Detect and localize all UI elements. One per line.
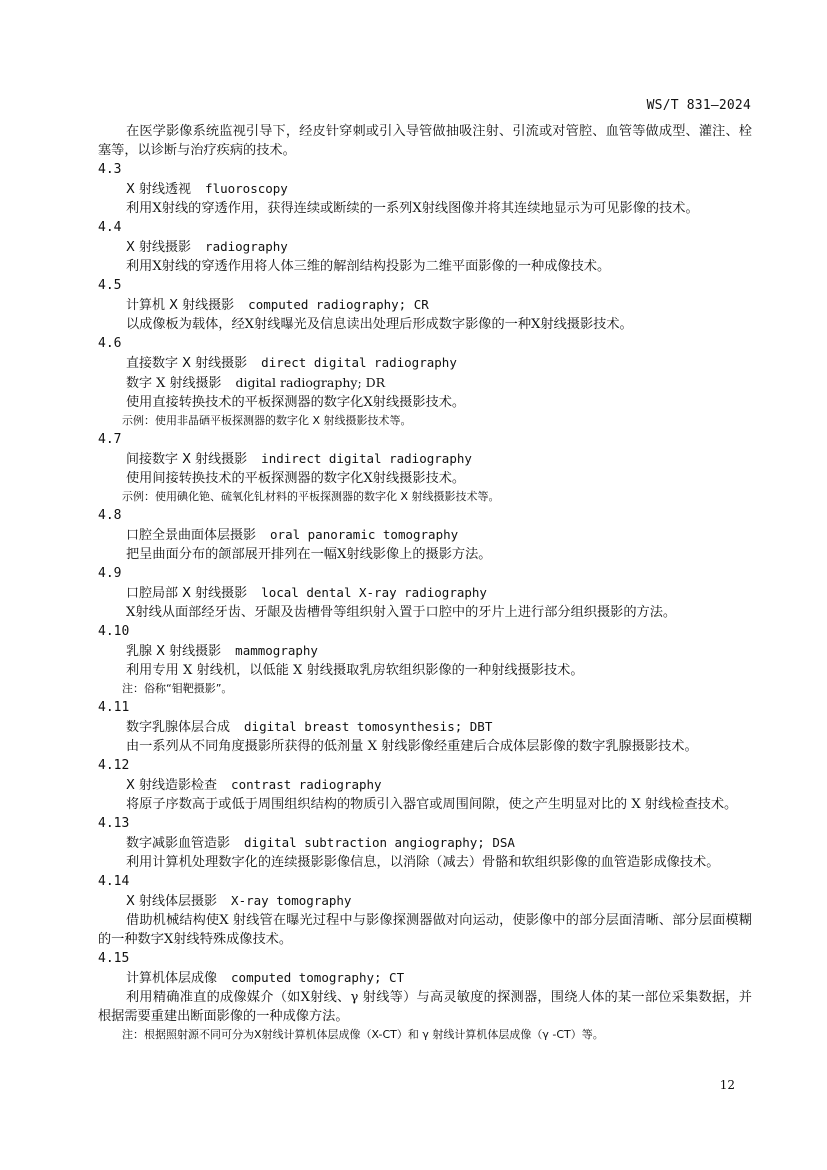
term-number: 4.14 xyxy=(98,874,130,889)
term-english: digital subtraction angiography; DSA xyxy=(244,835,515,850)
term-english: radiography xyxy=(205,239,288,254)
term-definition: 以成像板为载体，经X射线曝光及信息读出处理后形成数字影像的一种X射线摄影技术。 xyxy=(126,317,633,332)
term-number: 4.9 xyxy=(98,566,122,581)
term-english: computed tomography; CT xyxy=(231,970,405,985)
term-chinese: 乳腺 X 射线摄影 xyxy=(126,644,222,659)
term-chinese: 口腔局部 X 射线摄影 xyxy=(126,586,248,601)
alias-chinese: 数字 X 射线摄影 xyxy=(126,376,222,391)
term-entry xyxy=(98,564,752,622)
term-heading xyxy=(98,449,752,469)
alias-english: digital radiography; DR xyxy=(235,375,386,390)
term-entry xyxy=(98,622,752,698)
term-heading xyxy=(98,353,752,373)
term-definition: 借助机械结构使X 射线管在曝光过程中与影像探测器做对向运动，使影像中的部分层面清晰、部分层面模糊的一种数字X射线特殊成像技术。 xyxy=(98,913,752,947)
term-alias xyxy=(98,373,752,393)
term-entry xyxy=(98,334,752,430)
term-entry xyxy=(98,160,752,218)
term-english: X-ray tomography xyxy=(231,893,352,908)
term-number: 4.8 xyxy=(98,508,122,523)
term-heading xyxy=(98,179,752,199)
term-english: indirect digital radiography xyxy=(261,451,472,466)
term-heading xyxy=(98,891,752,911)
term-definition: 利用X射线的穿透作用，获得连续或断续的一系列X射线图像并将其连续地显示为可见影像的技术。 xyxy=(126,201,699,216)
term-note: 注：根据照射源不同可分为X射线计算机体层成像（X-CT）和 γ 射线计算机体层成像（γ -CT）等。 xyxy=(122,1028,604,1041)
term-chinese: X 射线造影检查 xyxy=(126,778,218,793)
term-number: 4.7 xyxy=(98,432,122,447)
term-english: computed radiography; CR xyxy=(248,297,429,312)
term-definition: 把呈曲面分布的颌部展开排列在一幅X射线影像上的摄影方法。 xyxy=(126,547,492,562)
term-number: 4.6 xyxy=(98,336,122,351)
term-number: 4.11 xyxy=(98,700,130,715)
term-chinese: 直接数字 X 射线摄影 xyxy=(126,356,248,371)
term-english: oral panoramic tomography xyxy=(270,527,459,542)
term-note: 示例：使用非晶硒平板探测器的数字化 X 射线摄影技术等。 xyxy=(122,414,412,427)
term-definition: 利用精确准直的成像媒介（如X射线、γ 射线等）与高灵敏度的探测器，围绕人体的某一部位采集数据，并根据需要重建出断面影像的一种成像方法。 xyxy=(98,990,752,1024)
term-heading xyxy=(98,775,752,795)
term-definition: 将原子序数高于或低于周围组织结构的物质引入器官或周围间隙，使之产生明显对比的 X 射线检查技术。 xyxy=(126,797,738,812)
document-body xyxy=(98,122,752,1044)
intro-paragraph: 在医学影像系统监视引导下，经皮针穿刺或引入导管做抽吸注射、引流或对管腔、血管等做成型、灌注、栓塞等，以诊断与治疗疾病的技术。 xyxy=(98,124,752,158)
term-definition: 利用专用 X 射线机，以低能 X 射线摄取乳房软组织影像的一种射线摄影技术。 xyxy=(126,663,584,678)
term-chinese: 数字减影血管造影 xyxy=(126,836,231,851)
term-heading xyxy=(98,295,752,315)
term-number: 4.15 xyxy=(98,951,130,966)
term-number: 4.12 xyxy=(98,758,130,773)
term-english: mammography xyxy=(235,643,318,658)
term-english: digital breast tomosynthesis; DBT xyxy=(244,719,493,734)
term-entry xyxy=(98,276,752,334)
term-definition: X射线从面部经牙齿、牙龈及齿槽骨等组织射入置于口腔中的牙片上进行部分组织摄影的方法。 xyxy=(126,605,677,620)
term-heading xyxy=(98,641,752,661)
term-entry xyxy=(98,506,752,564)
term-english: contrast radiography xyxy=(231,777,382,792)
term-entries xyxy=(98,160,752,1044)
term-chinese: 口腔全景曲面体层摄影 xyxy=(126,528,257,543)
term-definition: 利用计算机处理数字化的连续摄影影像信息，以消除（减去）骨骼和软组织影像的血管造影成像技术。 xyxy=(126,855,720,870)
term-heading xyxy=(98,237,752,257)
term-note: 示例：使用碘化铯、硫氧化钆材料的平板探测器的数字化 X 射线摄影技术等。 xyxy=(122,490,500,503)
term-heading xyxy=(98,525,752,545)
term-heading xyxy=(98,583,752,603)
term-number: 4.13 xyxy=(98,816,130,831)
term-entry xyxy=(98,698,752,756)
term-entry xyxy=(98,756,752,814)
term-english: fluoroscopy xyxy=(205,181,288,196)
term-chinese: 计算机体层成像 xyxy=(126,971,218,986)
standard-code: WS/T 831—2024 xyxy=(646,98,751,113)
term-number: 4.10 xyxy=(98,624,130,639)
term-chinese: 间接数字 X 射线摄影 xyxy=(126,452,248,467)
term-definition: 使用间接转换技术的平板探测器的数字化X射线摄影技术。 xyxy=(126,471,466,486)
term-number: 4.4 xyxy=(98,220,122,235)
term-definition: 利用X射线的穿透作用将人体三维的解剖结构投影为二维平面影像的一种成像技术。 xyxy=(126,259,611,274)
term-chinese: X 射线体层摄影 xyxy=(126,894,218,909)
term-heading xyxy=(98,717,752,737)
term-chinese: X 射线摄影 xyxy=(126,240,192,255)
term-chinese: 计算机 X 射线摄影 xyxy=(126,298,235,313)
term-entry xyxy=(98,949,752,1044)
term-number: 4.3 xyxy=(98,162,122,177)
term-entry xyxy=(98,218,752,276)
term-entry xyxy=(98,430,752,506)
page-number: 12 xyxy=(719,1078,735,1092)
term-note: 注：俗称“钼靶摄影”。 xyxy=(122,682,233,695)
term-english: local dental X-ray radiography xyxy=(261,585,487,600)
term-entry xyxy=(98,872,752,949)
term-heading xyxy=(98,968,752,988)
term-heading xyxy=(98,833,752,853)
term-chinese: X 射线透视 xyxy=(126,182,192,197)
term-definition: 使用直接转换技术的平板探测器的数字化X射线摄影技术。 xyxy=(126,395,466,410)
term-definition: 由一系列从不同角度摄影所获得的低剂量 X 射线影像经重建后合成体层影像的数字乳腺摄影技术。 xyxy=(126,739,698,754)
term-entry xyxy=(98,814,752,872)
term-number: 4.5 xyxy=(98,278,122,293)
term-chinese: 数字乳腺体层合成 xyxy=(126,720,231,735)
term-english: direct digital radiography xyxy=(261,355,457,370)
